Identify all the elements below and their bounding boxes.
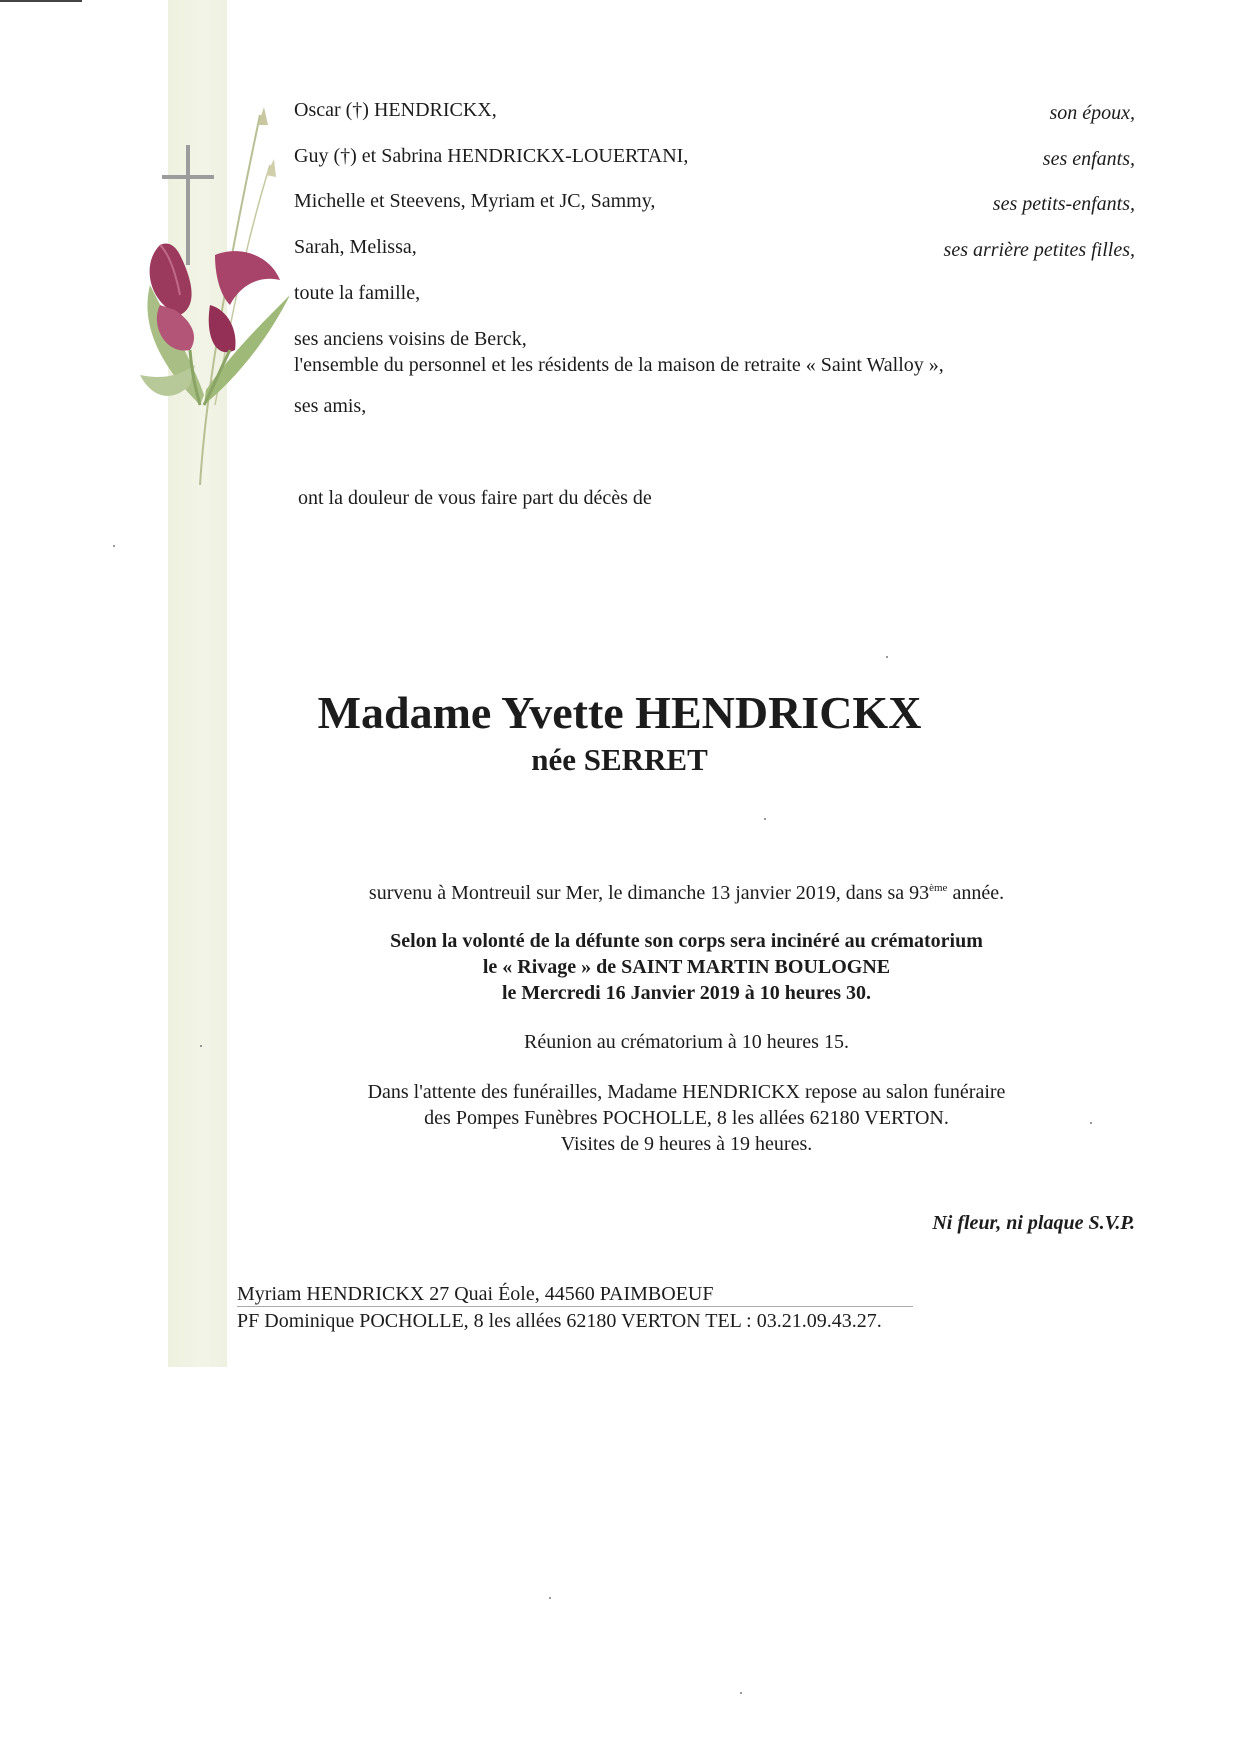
announcement-text: ont la douleur de vous faire part du décès de — [298, 487, 652, 509]
meeting-time: Réunion au crématorium à 10 heures 15. — [524, 1031, 849, 1053]
family-relation-great-grandchildren: ses arrière petites filles, — [943, 239, 1135, 261]
ordinal-suffix: ème — [929, 882, 948, 894]
paper-speck — [764, 818, 766, 820]
friends-line: ses amis, — [294, 395, 367, 417]
family-relation-grandchildren: ses petits-enfants, — [992, 193, 1135, 215]
family-name-great-grandchildren: Sarah, Melissa, — [294, 236, 417, 258]
cremation-line-2: le « Rivage » de SAINT MARTIN BOULOGNE — [482, 956, 891, 978]
paper-speck — [740, 1692, 742, 1694]
family-name-grandchildren: Michelle et Steevens, Myriam et JC, Sammy, — [294, 190, 656, 212]
family-name-children: Guy (†) et Sabrina HENDRICKX-LOUERTANI, — [294, 145, 689, 167]
cremation-line-3: le Mercredi 16 Janvier 2019 à 10 heures 30. — [501, 982, 872, 1004]
deceased-name: Madame Yvette HENDRICKX — [317, 687, 922, 738]
no-flowers-request: Ni fleur, ni plaque S.V.P. — [932, 1212, 1135, 1234]
family-relation-spouse: son époux, — [1049, 102, 1135, 124]
paper-speck — [113, 545, 115, 547]
funeral-home-contact: PF Dominique POCHOLLE, 8 les allées 62180 VERTON TEL : 03.21.09.43.27. — [237, 1310, 882, 1332]
paper-speck — [1090, 1122, 1092, 1124]
retirement-home-line: l'ensemble du personnel et les résidents de la maison de retraite « Saint Walloy », — [294, 354, 944, 376]
paper-speck — [886, 656, 888, 658]
family-all: toute la famille, — [294, 282, 421, 304]
rest-line-3: Visites de 9 heures à 19 heures. — [560, 1133, 813, 1155]
family-name-spouse: Oscar (†) HENDRICKX, — [294, 99, 497, 121]
death-statement-end: année. — [947, 882, 1005, 904]
calla-lily-cross-icon — [120, 105, 300, 485]
top-rule — [0, 0, 82, 2]
death-statement-text: survenu à Montreuil sur Mer, le dimanche 13 janvier 2019, dans sa 93 — [368, 882, 930, 904]
paper-speck — [200, 1045, 202, 1047]
maiden-name: née SERRET — [531, 742, 708, 777]
family-relation-children: ses enfants, — [1042, 148, 1135, 170]
neighbours-line: ses anciens voisins de Berck, — [294, 328, 527, 350]
footer-divider — [237, 1306, 913, 1307]
rest-line-1: Dans l'attente des funérailles, Madame HENDRICKX repose au salon funéraire — [367, 1081, 1006, 1103]
rest-line-2: des Pompes Funèbres POCHOLLE, 8 les allées 62180 VERTON. — [424, 1107, 949, 1129]
paper-speck — [549, 1597, 551, 1599]
family-contact: Myriam HENDRICKX 27 Quai Éole, 44560 PAIMBOEUF — [237, 1283, 714, 1305]
death-statement — [67, 882, 1239, 905]
cremation-line-1: Selon la volonté de la défunte son corps sera incinéré au crématorium — [390, 930, 983, 952]
